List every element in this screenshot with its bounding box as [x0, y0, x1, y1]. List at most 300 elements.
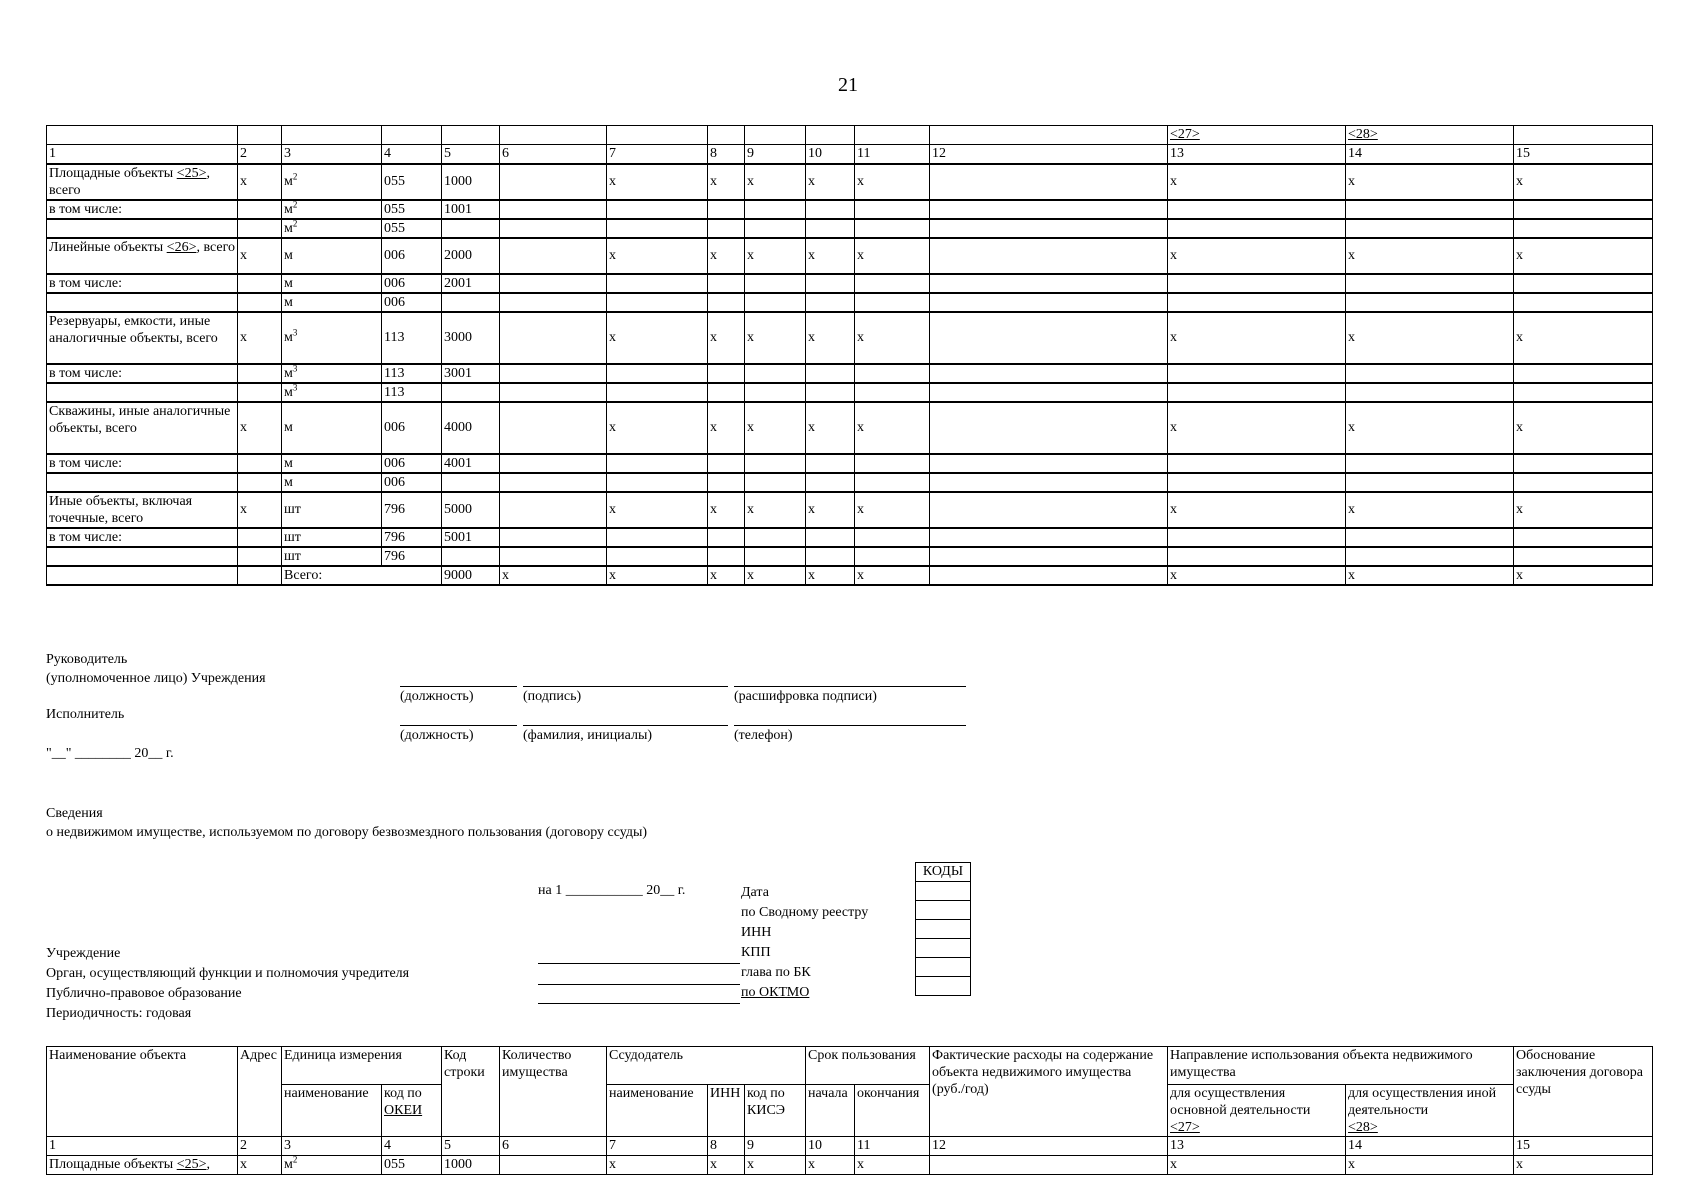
row-cell: [238, 274, 282, 293]
row-cell: x: [855, 402, 930, 454]
row-cell: 5001: [442, 528, 500, 547]
note-cell: [708, 126, 745, 145]
row-cell: [745, 547, 806, 566]
row-cell: [1514, 274, 1653, 293]
row-cell: [745, 383, 806, 402]
row-cell: x: [745, 402, 806, 454]
row-cell: [1514, 364, 1653, 383]
row-cell: 4001: [442, 454, 500, 473]
table-row: [47, 454, 1653, 473]
row-cell: [47, 566, 238, 585]
hdr-expenses: Фактические расходы на содержание объекта недвижимого имущества (руб./год): [930, 1047, 1168, 1137]
row-cell: [500, 402, 607, 454]
row-cell: [607, 274, 708, 293]
hdr-basis: Обоснование заключения договора ссуды: [1514, 1047, 1653, 1137]
row-cell: x: [806, 238, 855, 274]
hdr-line-code: Код строки: [442, 1047, 500, 1137]
table-row: [47, 293, 1653, 312]
hdr-unit: Единица измерения: [282, 1047, 442, 1085]
row-name: [47, 473, 238, 492]
hdr-lender: Ссудодатель: [607, 1047, 806, 1085]
row-cell: [708, 528, 745, 547]
row-cell: x: [855, 1156, 930, 1175]
row-cell: [806, 364, 855, 383]
column-number: 12: [930, 1137, 1168, 1156]
row-cell: x: [708, 492, 745, 528]
row-cell: x: [708, 566, 745, 585]
row-cell: [708, 293, 745, 312]
footnote-link[interactable]: <27>: [1170, 127, 1200, 142]
table-row: [47, 1156, 1653, 1175]
row-cell: x: [855, 566, 930, 585]
row-cell: x: [238, 1156, 282, 1175]
row-cell: [745, 219, 806, 238]
row-cell: [1346, 293, 1514, 312]
table-row: [47, 547, 1653, 566]
row-cell: x: [708, 1156, 745, 1175]
row-name: в том числе:: [47, 200, 238, 219]
column-number: 11: [855, 1137, 930, 1156]
row-cell: x: [1514, 238, 1653, 274]
row-cell: [1168, 364, 1346, 383]
row-cell: [930, 402, 1168, 454]
row-cell: 1000: [442, 1156, 500, 1175]
row-cell: x: [238, 238, 282, 274]
column-number: 8: [708, 1137, 745, 1156]
row-cell: 055: [382, 1156, 442, 1175]
row-cell: [500, 528, 607, 547]
row-cell: x: [1168, 164, 1346, 200]
row-cell: [1514, 200, 1653, 219]
row-cell: x: [855, 164, 930, 200]
row-cell: [1514, 383, 1653, 402]
row-cell: x: [806, 312, 855, 364]
row-cell: [607, 219, 708, 238]
hdr-term-start: начала: [806, 1085, 855, 1137]
column-number: 7: [607, 1137, 708, 1156]
row-cell: x: [745, 1156, 806, 1175]
row-cell: [1168, 274, 1346, 293]
row-cell: x: [1168, 566, 1346, 585]
row-cell: [500, 492, 607, 528]
row-cell: [806, 454, 855, 473]
row-cell: [855, 274, 930, 293]
note-28-link[interactable]: <28>: [1348, 1120, 1378, 1135]
row-cell: м: [282, 454, 382, 473]
exec-name-caption: (фамилия, инициалы): [523, 728, 653, 743]
row-cell: [930, 492, 1168, 528]
column-number: 10: [806, 1137, 855, 1156]
row-cell: $м^3$: [282, 312, 382, 364]
table-row: [47, 219, 1653, 238]
note-cell: [930, 126, 1168, 145]
row-cell: [500, 312, 607, 364]
column-number: 11: [855, 145, 930, 164]
row-cell: [500, 293, 607, 312]
row-cell: $м^2$: [282, 164, 382, 200]
codes-box: КОДЫ: [915, 862, 971, 996]
row-cell: 1000: [442, 164, 500, 200]
row-cell: x: [806, 402, 855, 454]
row-cell: 006: [382, 238, 442, 274]
column-number: 10: [806, 145, 855, 164]
row-cell: [745, 293, 806, 312]
column-number: 9: [745, 145, 806, 164]
row-cell: x: [607, 164, 708, 200]
row-cell: [607, 473, 708, 492]
column-number: 15: [1514, 145, 1653, 164]
table-row: [47, 402, 1653, 454]
row-cell: 006: [382, 402, 442, 454]
hdr-name: Наименование объекта: [47, 1047, 238, 1137]
row-cell: x: [1514, 566, 1653, 585]
column-number: 3: [282, 145, 382, 164]
row-cell: [1168, 200, 1346, 219]
hdr-direction-main: для осуществления основной деятельности <27>: [1168, 1085, 1346, 1137]
row-name: Площадные объекты <25>, всего: [47, 164, 238, 200]
row-cell: [500, 383, 607, 402]
table-row: [47, 312, 1653, 364]
footnote-link[interactable]: <25>: [176, 165, 207, 181]
row-cell: x: [238, 164, 282, 200]
row-cell: [1346, 383, 1514, 402]
row-cell: 006: [382, 473, 442, 492]
table-row: [47, 238, 1653, 274]
row-cell: [930, 547, 1168, 566]
row-cell: x: [1514, 1156, 1653, 1175]
row-cell: 3001: [442, 364, 500, 383]
row-cell: x: [607, 312, 708, 364]
exec-position-caption: (должность): [400, 728, 474, 743]
total-row: [47, 566, 1653, 585]
row-name: Резервуары, емкости, иные аналогичные объекты, всего: [47, 312, 238, 364]
head-position-caption: (должность): [400, 689, 474, 704]
row-cell: [806, 473, 855, 492]
row-cell: x: [238, 402, 282, 454]
row-cell: 2001: [442, 274, 500, 293]
hdr-address: Адрес: [238, 1047, 282, 1137]
row-cell: x: [708, 402, 745, 454]
row-cell: 2000: [442, 238, 500, 274]
row-cell: [1346, 219, 1514, 238]
column-number: 13: [1168, 1137, 1346, 1156]
row-cell: [500, 547, 607, 566]
row-cell: [745, 364, 806, 383]
row-cell: [1514, 528, 1653, 547]
note-cell: [442, 126, 500, 145]
row-cell: [1168, 293, 1346, 312]
column-number: 2: [238, 145, 282, 164]
total-label: Всего:: [282, 566, 442, 585]
row-name: Скважины, иные аналогичные объекты, всего: [47, 402, 238, 454]
column-number: 15: [1514, 1137, 1653, 1156]
row-cell: [930, 219, 1168, 238]
row-cell: [930, 274, 1168, 293]
row-cell: [930, 528, 1168, 547]
row-cell: [930, 454, 1168, 473]
row-cell: x: [708, 164, 745, 200]
row-cell: [1168, 383, 1346, 402]
row-cell: 006: [382, 454, 442, 473]
table-row: [47, 492, 1653, 528]
column-number: 6: [500, 1137, 607, 1156]
hdr-lender-name: наименование: [607, 1085, 708, 1137]
row-cell: x: [806, 492, 855, 528]
row-cell: [855, 528, 930, 547]
table-row: [47, 528, 1653, 547]
column-number: 3: [282, 1137, 382, 1156]
row-cell: $м^2$: [282, 200, 382, 219]
row-name: Иные объекты, включая точечные, всего: [47, 492, 238, 528]
row-cell: [500, 454, 607, 473]
row-cell: 113: [382, 312, 442, 364]
row-cell: 796: [382, 492, 442, 528]
row-cell: x: [1168, 492, 1346, 528]
row-cell: x: [1346, 312, 1514, 364]
row-cell: [1346, 454, 1514, 473]
row-cell: [708, 454, 745, 473]
note-cell: [1514, 126, 1653, 145]
row-cell: [607, 547, 708, 566]
row-cell: $м^2$: [282, 219, 382, 238]
row-cell: 006: [382, 274, 442, 293]
row-cell: [708, 274, 745, 293]
row-cell: [1168, 454, 1346, 473]
hdr-lender-kise: код по КИСЭ: [745, 1085, 806, 1137]
note-cell: [806, 126, 855, 145]
note-cell: [1346, 126, 1514, 145]
row-cell: [930, 383, 1168, 402]
row-cell: [500, 364, 607, 383]
row-cell: x: [1168, 312, 1346, 364]
row-cell: [238, 364, 282, 383]
column-number: 5: [442, 1137, 500, 1156]
row-cell: x: [1168, 238, 1346, 274]
row-cell: [745, 274, 806, 293]
row-cell: [745, 528, 806, 547]
footnote-link[interactable]: <28>: [1348, 127, 1378, 142]
row-cell: x: [1346, 402, 1514, 454]
row-cell: м: [282, 238, 382, 274]
row-cell: [930, 293, 1168, 312]
row-cell: [500, 274, 607, 293]
row-cell: [238, 473, 282, 492]
row-cell: [442, 547, 500, 566]
row-cell: [855, 454, 930, 473]
row-cell: [806, 274, 855, 293]
row-cell: [500, 238, 607, 274]
row-cell: м: [282, 293, 382, 312]
row-cell: 796: [382, 528, 442, 547]
hdr-term: Срок пользования: [806, 1047, 930, 1085]
row-cell: [500, 219, 607, 238]
row-cell: 5000: [442, 492, 500, 528]
row-cell: [1514, 547, 1653, 566]
row-cell: м: [282, 274, 382, 293]
row-cell: [1514, 473, 1653, 492]
row-cell: [1168, 528, 1346, 547]
row-cell: x: [745, 312, 806, 364]
hdr-quantity: Количество имущества: [500, 1047, 607, 1137]
exec-phone-caption: (телефон): [734, 728, 793, 743]
column-number: 1: [47, 145, 238, 164]
column-number: 14: [1346, 145, 1514, 164]
row-cell: [855, 219, 930, 238]
row-cell: [607, 528, 708, 547]
row-cell: x: [1514, 402, 1653, 454]
row-cell: x: [745, 164, 806, 200]
row-cell: [238, 547, 282, 566]
row-cell: x: [238, 492, 282, 528]
column-number: 12: [930, 145, 1168, 164]
note-cell: [382, 126, 442, 145]
row-cell: x: [855, 238, 930, 274]
row-cell: [708, 547, 745, 566]
column-number: 7: [607, 145, 708, 164]
report-date: на 1 ___________ 20__ г.: [538, 883, 686, 898]
column-number: 2: [238, 1137, 282, 1156]
row-cell: [442, 383, 500, 402]
row-cell: шт: [282, 528, 382, 547]
row-cell: [745, 200, 806, 219]
row-cell: шт: [282, 547, 382, 566]
row-cell: [855, 383, 930, 402]
note-27-link[interactable]: <27>: [1170, 1120, 1200, 1135]
table-row: [47, 200, 1653, 219]
row-cell: [930, 164, 1168, 200]
table-row: [47, 274, 1653, 293]
hdr-direction: Направление использования объекта недвижимого имущества: [1168, 1047, 1514, 1085]
row-cell: x: [1168, 1156, 1346, 1175]
date-line: "__" ________ 20__ г.: [46, 746, 174, 761]
executor-label: Исполнитель: [46, 707, 125, 722]
row-cell: [930, 566, 1168, 585]
column-number: 4: [382, 1137, 442, 1156]
row-name: Площадные объекты <25>,: [47, 1156, 238, 1175]
table-row: [47, 383, 1653, 402]
row-cell: $м^3$: [282, 383, 382, 402]
row-name: Линейные объекты <26>, всего: [47, 238, 238, 274]
row-cell: [930, 1156, 1168, 1175]
row-cell: м: [282, 473, 382, 492]
column-number: 14: [1346, 1137, 1514, 1156]
row-name: [47, 547, 238, 566]
row-cell: x: [500, 566, 607, 585]
column-number: 13: [1168, 145, 1346, 164]
row-cell: 3000: [442, 312, 500, 364]
row-cell: 113: [382, 383, 442, 402]
row-cell: [442, 219, 500, 238]
row-cell: [806, 383, 855, 402]
row-cell: x: [708, 312, 745, 364]
row-cell: x: [1346, 566, 1514, 585]
row-name: в том числе:: [47, 454, 238, 473]
row-cell: x: [607, 566, 708, 585]
row-cell: [1346, 473, 1514, 492]
row-cell: [238, 528, 282, 547]
row-cell: [806, 200, 855, 219]
row-cell: [708, 473, 745, 492]
row-cell: x: [855, 492, 930, 528]
row-cell: [708, 200, 745, 219]
row-cell: [500, 1156, 607, 1175]
row-cell: [238, 566, 282, 585]
row-name: [47, 383, 238, 402]
hdr-lender-inn: ИНН: [708, 1085, 745, 1137]
row-cell: 4000: [442, 402, 500, 454]
footnote-link[interactable]: <25>: [176, 1157, 207, 1172]
row-cell: [930, 238, 1168, 274]
row-name: [47, 219, 238, 238]
row-cell: x: [806, 1156, 855, 1175]
row-cell: [1346, 274, 1514, 293]
row-cell: [1514, 454, 1653, 473]
head-signature-caption: (подпись): [523, 689, 582, 704]
row-cell: [238, 454, 282, 473]
row-cell: [855, 293, 930, 312]
row-cell: [708, 364, 745, 383]
row-name: [47, 293, 238, 312]
column-number: 8: [708, 145, 745, 164]
row-cell: $м^2$: [282, 1156, 382, 1175]
hdr-unit-name: наименование: [282, 1085, 382, 1137]
row-cell: [238, 383, 282, 402]
row-cell: [238, 219, 282, 238]
row-cell: [745, 454, 806, 473]
row-cell: [607, 364, 708, 383]
row-cell: [930, 312, 1168, 364]
row-cell: [442, 473, 500, 492]
row-cell: [708, 219, 745, 238]
row-cell: x: [745, 238, 806, 274]
row-cell: [930, 473, 1168, 492]
left-labels: Учреждение Орган, осуществляющий функции и полномочия учредителя Публично-правовое образование Периодичность: годовая: [46, 946, 410, 1021]
note-cell: [500, 126, 607, 145]
row-cell: x: [607, 402, 708, 454]
row-cell: 055: [382, 200, 442, 219]
row-cell: [238, 293, 282, 312]
code-labels: Дата по Сводному реестру ИНН КПП глава по БК по ОКТМО: [741, 885, 869, 1000]
note-cell: [1168, 126, 1346, 145]
row-name: в том числе:: [47, 528, 238, 547]
page-number: 21: [838, 74, 858, 96]
table-row: [47, 164, 1653, 200]
footnote-link[interactable]: <26>: [166, 239, 197, 255]
row-cell: x: [708, 238, 745, 274]
head-label: Руководитель (уполномоченное лицо) Учреждения: [46, 652, 266, 686]
column-number: 5: [442, 145, 500, 164]
row-cell: шт: [282, 492, 382, 528]
row-cell: [930, 364, 1168, 383]
row-cell: м: [282, 402, 382, 454]
row-name: в том числе:: [47, 364, 238, 383]
total-code: 9000: [442, 566, 500, 585]
column-number: 6: [500, 145, 607, 164]
row-cell: x: [1346, 492, 1514, 528]
table-row: [47, 364, 1653, 383]
row-cell: [1168, 473, 1346, 492]
row-cell: x: [806, 566, 855, 585]
row-cell: [806, 528, 855, 547]
hdr-term-end: окончания: [855, 1085, 930, 1137]
row-cell: [745, 473, 806, 492]
column-number: 1: [47, 1137, 238, 1156]
section-title: Сведения о недвижимом имуществе, используемом по договору безвозмездного пользования (договору ссуды): [46, 806, 648, 840]
row-name: в том числе:: [47, 274, 238, 293]
row-cell: [607, 383, 708, 402]
okei-link[interactable]: ОКЕИ: [384, 1103, 423, 1118]
row-cell: x: [1514, 492, 1653, 528]
